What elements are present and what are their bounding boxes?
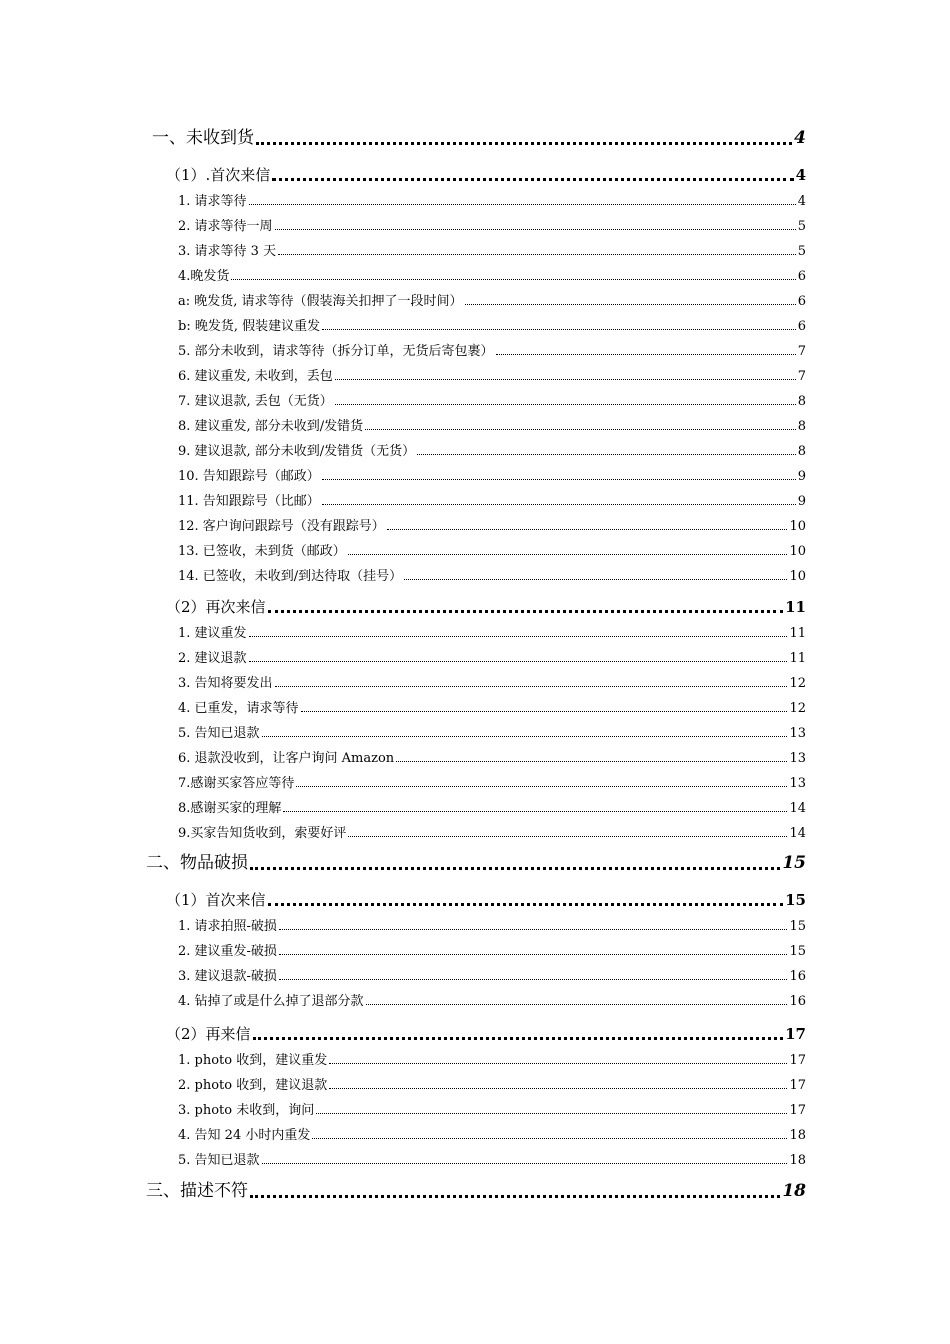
dot-leader <box>335 404 796 405</box>
toc-label: b: 晚发货, 假装建议重发 <box>178 319 321 334</box>
dot-leader <box>250 1195 780 1198</box>
toc-label: 1. 请求拍照-破损 <box>178 919 277 934</box>
toc-label: （2）再来信 <box>166 1025 251 1043</box>
toc-entry[interactable] <box>178 1152 806 1167</box>
toc-entry[interactable] <box>178 650 806 665</box>
toc-label: 5. 部分未收到，请求等待（拆分订单，无货后寄包裹） <box>178 344 494 359</box>
dot-leader <box>335 379 796 380</box>
toc-entry[interactable] <box>178 418 806 433</box>
toc-label: 2. 建议退款 <box>178 651 247 666</box>
toc-page-number: 12 <box>789 701 806 716</box>
toc-page-number: 15 <box>789 944 806 959</box>
dot-leader <box>496 354 796 355</box>
dot-leader <box>316 1113 787 1114</box>
toc-entry[interactable] <box>178 543 806 558</box>
dot-leader <box>275 686 788 687</box>
toc-entry[interactable] <box>178 243 806 258</box>
toc-page-number: 6 <box>797 294 806 309</box>
toc-subsection[interactable] <box>166 166 806 183</box>
dot-leader <box>279 979 788 980</box>
toc-section[interactable] <box>152 128 806 147</box>
toc-entry[interactable] <box>178 493 806 508</box>
toc-entry[interactable] <box>178 568 806 583</box>
toc-page-number: 17 <box>789 1078 806 1093</box>
toc-entry[interactable] <box>178 800 806 815</box>
toc-entry[interactable] <box>178 1102 806 1117</box>
toc-label: 1. 建议重发 <box>178 626 247 641</box>
toc-page-number: 8 <box>797 419 806 434</box>
toc-page-number: 11 <box>789 626 806 641</box>
toc-label: 13. 已签收，未到货（邮政） <box>178 544 346 559</box>
dot-leader <box>283 811 787 812</box>
dot-leader <box>404 579 787 580</box>
toc-label: 2. 请求等待一周 <box>178 219 273 234</box>
toc-page-number: 6 <box>797 269 806 284</box>
toc-entry[interactable] <box>178 468 806 483</box>
dot-leader <box>272 178 793 181</box>
toc-page-number: 4 <box>794 128 806 148</box>
dot-leader <box>312 1138 787 1139</box>
dot-leader <box>249 636 788 637</box>
toc-page-number: 15 <box>782 853 806 873</box>
toc-entry[interactable] <box>178 700 806 715</box>
toc-label: 14. 已签收，未收到/到达待取（挂号） <box>178 569 403 584</box>
toc-label: 4. 已重发，请求等待 <box>178 701 299 716</box>
dot-leader <box>366 1004 788 1005</box>
dot-leader <box>322 329 796 330</box>
toc-page-number: 6 <box>797 319 806 334</box>
toc-label: 7.感谢买家答应等待 <box>178 776 295 791</box>
toc-label: 4.晚发货 <box>178 269 230 284</box>
toc-entry[interactable] <box>178 218 806 233</box>
toc-section[interactable] <box>146 1181 806 1200</box>
dot-leader <box>268 903 784 906</box>
toc-page-number: 17 <box>785 1025 806 1043</box>
toc-entry[interactable] <box>178 343 806 358</box>
toc-label: 12. 客户询问跟踪号（没有跟踪号） <box>178 519 385 534</box>
dot-leader <box>417 454 796 455</box>
toc-label: 二、物品破损 <box>146 853 248 873</box>
toc-entry[interactable] <box>178 1077 806 1092</box>
toc-label: 2. 建议重发-破损 <box>178 944 277 959</box>
dot-leader <box>329 1063 787 1064</box>
toc-label: 5. 告知已退款 <box>178 1153 260 1168</box>
toc-entry[interactable] <box>178 293 806 308</box>
toc-page-number: 14 <box>789 826 806 841</box>
dot-leader <box>348 554 788 555</box>
toc-label: 10. 告知跟踪号（邮政） <box>178 469 320 484</box>
dot-leader <box>256 142 792 145</box>
dot-leader <box>387 529 788 530</box>
toc-label: 8. 建议重发, 部分未收到/发错货 <box>178 419 364 434</box>
toc-page-number: 8 <box>797 394 806 409</box>
toc-subsection[interactable] <box>166 1025 806 1042</box>
dot-leader <box>249 204 796 205</box>
toc-label: 3. 告知将要发出 <box>178 676 273 691</box>
toc-label: 3. photo 未收到，询问 <box>178 1103 315 1118</box>
dot-leader <box>253 1037 784 1040</box>
dot-leader <box>262 1163 788 1164</box>
dot-leader <box>322 504 796 505</box>
toc-entry[interactable] <box>178 993 806 1008</box>
dot-leader <box>262 736 788 737</box>
toc-page-number: 16 <box>789 994 806 1009</box>
toc-label: 8.感谢买家的理解 <box>178 801 282 816</box>
dot-leader <box>275 229 796 230</box>
toc-entry[interactable] <box>178 518 806 533</box>
toc-label: 9.买家告知货收到，索要好评 <box>178 826 347 841</box>
toc-page-number: 10 <box>789 569 806 584</box>
dot-leader <box>296 786 787 787</box>
toc-label: a: 晚发货, 请求等待（假装海关扣押了一段时间） <box>178 294 463 309</box>
dot-leader <box>322 479 796 480</box>
dot-leader <box>279 954 788 955</box>
toc-label: 2. photo 收到，建议退款 <box>178 1078 328 1093</box>
dot-leader <box>268 610 784 613</box>
toc-entry[interactable] <box>178 725 806 740</box>
toc-page-number: 9 <box>797 469 806 484</box>
toc-subsection[interactable] <box>166 891 806 908</box>
toc-entry[interactable] <box>178 918 806 933</box>
toc-entry[interactable] <box>178 750 806 765</box>
toc-page-number: 13 <box>789 751 806 766</box>
toc-page-number: 11 <box>785 598 806 616</box>
toc-label: 9. 建议退款, 部分未收到/发错货（无货） <box>178 444 416 459</box>
dot-leader <box>365 429 796 430</box>
toc-entry[interactable] <box>178 825 806 840</box>
toc-page-number: 13 <box>789 726 806 741</box>
toc-page-number: 12 <box>789 676 806 691</box>
toc-page-number: 18 <box>782 1181 806 1201</box>
dot-leader <box>278 254 796 255</box>
toc-label: 1. 请求等待 <box>178 194 247 209</box>
toc-label: （1）首次来信 <box>166 891 266 909</box>
toc-entry[interactable] <box>178 1052 806 1067</box>
toc-page-number: 8 <box>797 444 806 459</box>
toc-page-number: 18 <box>789 1153 806 1168</box>
toc-page-number: 17 <box>789 1053 806 1068</box>
toc-entry[interactable] <box>178 318 806 333</box>
dot-leader <box>465 304 796 305</box>
toc-label: 1. photo 收到，建议重发 <box>178 1053 328 1068</box>
toc-page-number: 7 <box>797 344 806 359</box>
toc-page-number: 15 <box>789 919 806 934</box>
toc-label: 4. 钻掉了或是什么掉了退部分款 <box>178 994 364 1009</box>
toc-section[interactable] <box>146 853 806 872</box>
toc-entry[interactable] <box>178 393 806 408</box>
toc-page-number: 10 <box>789 519 806 534</box>
toc-label: 3. 建议退款-破损 <box>178 969 277 984</box>
toc-page-number: 10 <box>789 544 806 559</box>
toc-subsection[interactable] <box>166 598 806 615</box>
toc-entry[interactable] <box>178 1127 806 1142</box>
toc-entry[interactable] <box>178 193 806 208</box>
toc-page-number: 18 <box>789 1128 806 1143</box>
toc-page-number: 15 <box>785 891 806 909</box>
dot-leader <box>301 711 788 712</box>
toc-page-number: 13 <box>789 776 806 791</box>
dot-leader <box>231 279 795 280</box>
toc-entry[interactable] <box>178 968 806 983</box>
dot-leader <box>249 661 788 662</box>
dot-leader <box>279 929 788 930</box>
toc-entry[interactable] <box>178 443 806 458</box>
toc-entry[interactable] <box>178 268 806 283</box>
toc-entry[interactable] <box>178 943 806 958</box>
toc-page-number: 17 <box>789 1103 806 1118</box>
toc-label: 6. 退款没收到，让客户询问 Amazon <box>178 751 395 766</box>
toc-label: （1）.首次来信 <box>166 166 271 184</box>
toc-page-number: 4 <box>795 166 806 184</box>
toc-label: 7. 建议退款, 丢包（无货） <box>178 394 333 409</box>
toc-label: 三、描述不符 <box>146 1181 248 1201</box>
toc-label: 6. 建议重发, 未收到，丢包 <box>178 369 333 384</box>
dot-leader <box>329 1088 787 1089</box>
toc-page-number: 5 <box>797 244 806 259</box>
toc-label: （2）再次来信 <box>166 598 266 616</box>
toc-page-number: 4 <box>797 194 806 209</box>
toc-page-number: 16 <box>789 969 806 984</box>
toc-entry[interactable] <box>178 675 806 690</box>
dot-leader <box>396 761 787 762</box>
toc-entry[interactable] <box>178 775 806 790</box>
toc-page-number: 5 <box>797 219 806 234</box>
toc-label: 3. 请求等待 3 天 <box>178 244 277 259</box>
toc-entry[interactable] <box>178 368 806 383</box>
dot-leader <box>250 867 780 870</box>
dot-leader <box>348 836 787 837</box>
toc-page-number: 7 <box>797 369 806 384</box>
toc-page-number: 11 <box>789 651 806 666</box>
toc-label: 一、未收到货 <box>152 128 254 148</box>
toc-label: 5. 告知已退款 <box>178 726 260 741</box>
toc-label: 11. 告知跟踪号（比邮） <box>178 494 320 509</box>
toc-entry[interactable] <box>178 625 806 640</box>
toc-page-number: 14 <box>789 801 806 816</box>
toc-label: 4. 告知 24 小时内重发 <box>178 1128 311 1143</box>
toc-page-number: 9 <box>797 494 806 509</box>
